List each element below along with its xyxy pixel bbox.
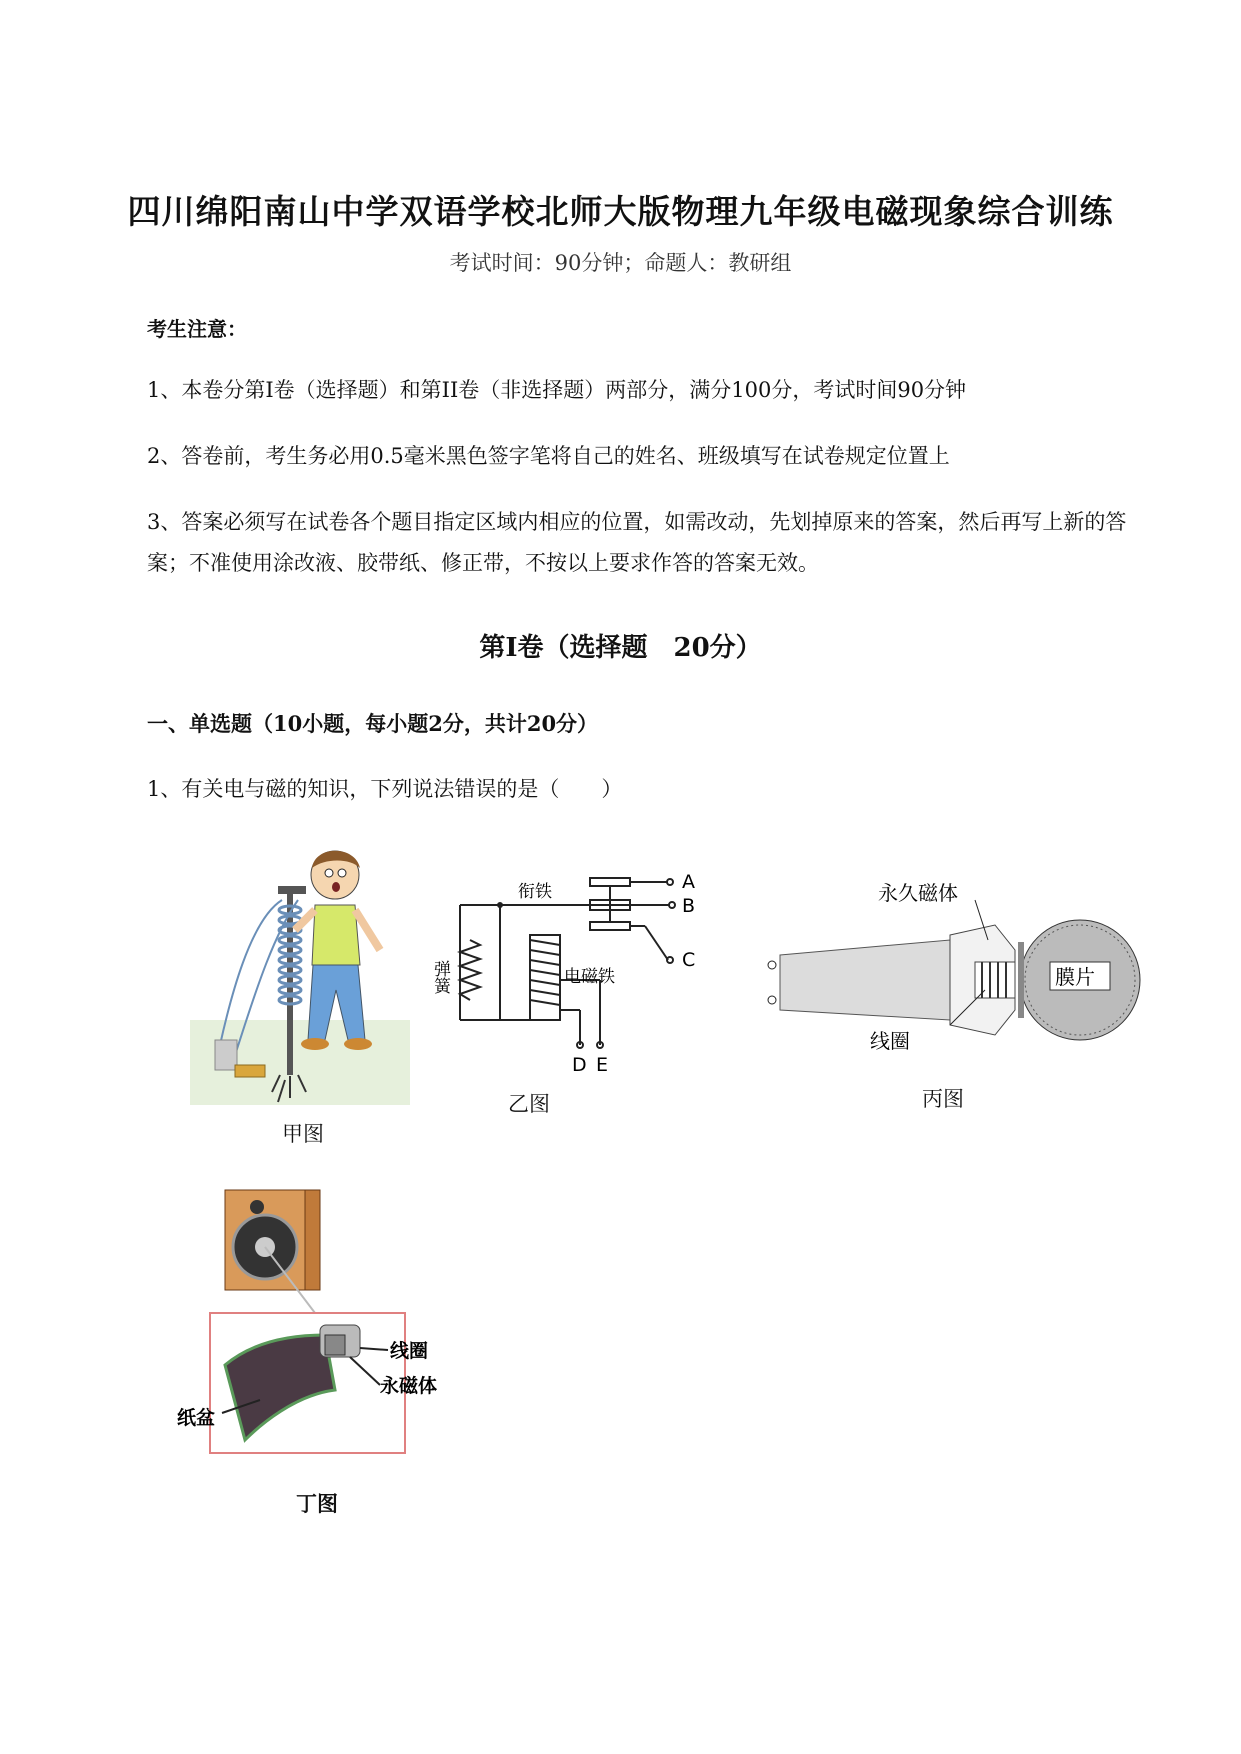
terminal-B xyxy=(669,902,675,908)
label-ding-coil: 线圈 xyxy=(390,1340,429,1362)
terminal-A xyxy=(667,879,673,885)
notice-item-3: 3、答案必须写在试卷各个题目指定区域内相应的位置，如需改动，先划掉原来的答案，然后再写上新的答案；不准使用涂改液、胶带纸、修正带，不按以上要求作答的答案无效。 xyxy=(147,510,1127,575)
label-A: A xyxy=(682,871,695,893)
switch xyxy=(235,1065,265,1077)
label-C: C xyxy=(682,949,696,971)
label-B: B xyxy=(682,895,696,917)
diaphragm xyxy=(1018,942,1024,1018)
battery xyxy=(215,1040,237,1070)
label-ding-magnet: 永磁体 xyxy=(380,1375,438,1397)
figure-yi xyxy=(430,860,730,1080)
electromagnet-coil xyxy=(530,940,560,1005)
paper-cone xyxy=(225,1335,335,1440)
lead-1 xyxy=(768,961,776,969)
caption-bing: 丙图 xyxy=(922,1087,964,1111)
label-armature: 衔铁 xyxy=(518,882,552,902)
figure-jia xyxy=(190,840,415,1108)
contact-top xyxy=(590,878,630,886)
rod-cap xyxy=(278,886,306,894)
page-title: 四川绵阳南山中学双语学校北师大版物理九年级电磁现象综合训练 xyxy=(127,192,1114,231)
caption-jia: 甲图 xyxy=(282,1122,324,1146)
label-D: D xyxy=(572,1054,587,1076)
microphone-handle xyxy=(780,940,950,1020)
question-1-text: 1、有关电与磁的知识，下列说法错误的是（ ） xyxy=(147,777,623,801)
label-diaphragm: 膜片 xyxy=(1055,965,1095,989)
label-spring: 弹簧 xyxy=(430,960,450,994)
label-ding-cone: 纸盆 xyxy=(177,1407,216,1429)
lead-2 xyxy=(768,996,776,1004)
notice-item-1: 1、本卷分第I卷（选择题）和第II卷（非选择题）两部分，满分100分，考试时间90分钟 xyxy=(147,378,967,402)
caption-yi: 乙图 xyxy=(508,1092,550,1116)
notice-heading: 考生注意： xyxy=(147,317,247,341)
label-permanent-magnet: 永久磁体 xyxy=(878,881,958,905)
section-title: 第I卷（选择题 20分） xyxy=(479,633,762,663)
notice-item-2: 2、答卷前，考生务必用0.5毫米黑色签字笔将自己的姓名、班级填写在试卷规定位置上 xyxy=(147,444,950,468)
figure-ding xyxy=(175,1185,455,1465)
terminal-C xyxy=(667,957,673,963)
part-heading: 一、单选题（10小题，每小题2分，共计20分） xyxy=(147,711,599,736)
label-coil: 线圈 xyxy=(870,1029,910,1053)
figure-bing xyxy=(760,870,1145,1070)
spring xyxy=(460,940,480,1000)
label-electromagnet: 电磁铁 xyxy=(564,967,615,987)
caption-ding: 丁图 xyxy=(296,1492,338,1516)
speaker-coil xyxy=(325,1335,345,1355)
label-E: E xyxy=(596,1054,609,1076)
exam-info: 考试时间：90分钟；命题人：教研组 xyxy=(449,251,792,275)
electromagnet-core xyxy=(530,935,560,1020)
contact-bottom xyxy=(590,922,630,930)
